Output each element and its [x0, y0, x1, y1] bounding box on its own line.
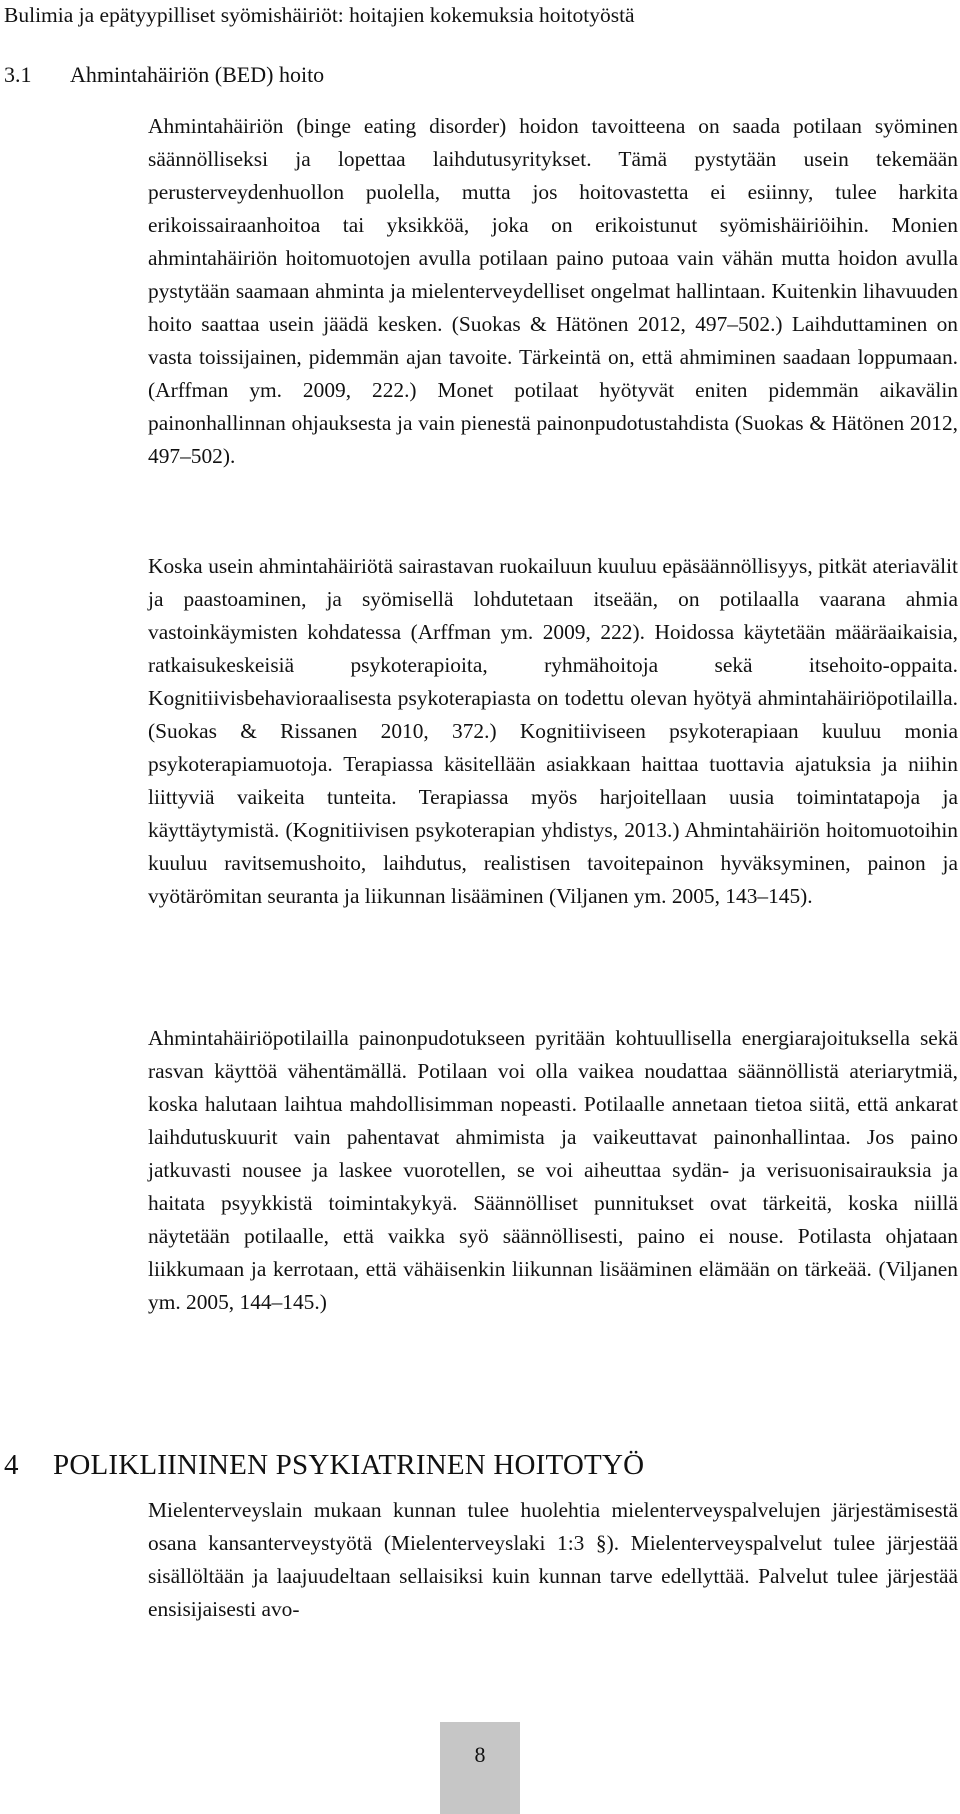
- body-paragraph: Koska usein ahmintahäiriötä sairastavan ruokailuun kuuluu epäsäännöllisyys, pitkät ateriavälit ja paastoaminen, ja syömisellä lohdutetaan itseään, on potilaalla vaarana ahmia vastoinkäymisten kohdatessa (Arffman ym. 2009, 222). Hoidossa käytetään määräaikaisia, ratkaisukeskeisiä psykoterapioita, ryhmähoitoja sekä itsehoito-oppaita. Kognitiivisbehavioraalisesta psykoterapiasta on todettu olevan hyötyä ahmintahäiriöpotilailla. (Suokas & Rissanen 2010, 372.) Kognitiiviseen psykoterapiaan kuuluu monia psykoterapiamuotoja. Terapiassa käsitellään asiakkaan haittaa tuottavia ajatuksia ja niihin liittyviä vaikeita tunteita. Terapiassa myös harjoitellaan uusia toimintatapoja ja käyttäytymistä. (Kognitiivisen psykoterapian yhdistys, 2013.) Ahmintahäiriön hoitomuotoihin kuuluu ravitsemushoito, laihdutus, realistisen tavoitepainon hyväksyminen, painon ja vyötärömitan seuranta ja liikunnan lisääminen (Viljanen ym. 2005, 143–145).: [148, 554, 958, 908]
- running-header: Bulimia ja epätyypilliset syömishäiriöt: hoitajien kokemuksia hoitotyöstä: [4, 3, 635, 27]
- chapter-title: POLIKLIININEN PSYKIATRINEN HOITOTYÖ: [53, 1449, 645, 1481]
- page-number: 8: [474, 1742, 486, 1767]
- section-number: 3.1: [4, 62, 32, 87]
- chapter-number: 4: [4, 1449, 19, 1481]
- section-heading: [4, 60, 324, 90]
- body-paragraph: Ahmintahäiriön (binge eating disorder) hoidon tavoitteena on saada potilaan syöminen säännölliseksi ja lopettaa laihdutusyritykset. Tämä pystytään usein tekemään perusterveydenhuollon puolella, mutta jos hoitovastetta ei esiinny, tulee harkita erikoissairaanhoitoa tai yksikköä, joka on erikoistunut syömishäiriöihin. Monien ahmintahäiriön hoitomuotojen avulla potilaan paino putoaa vain vähän mutta hoidon avulla pystytään saamaan ahminta ja mielenterveydelliset ongelmat hallintaan. Kuitenkin lihavuuden hoito saattaa usein jäädä kesken. (Suokas & Hätönen 2012, 497–502.) Laihduttaminen on vasta toissijainen, pidemmän ajan tavoite. Tärkeintä on, että ahmiminen saadaan loppumaan. (Arffman ym. 2009, 222.) Monet potilaat hyötyvät eniten pidemmän aikavälin painonhallinnan ohjauksesta ja vain pienestä painonpudotustahdista (Suokas & Hätönen 2012, 497–502).: [148, 114, 958, 468]
- body-paragraph: Ahmintahäiriöpotilailla painonpudotukseen pyritään kohtuullisella energiarajoituksella sekä rasvan käyttöä vähentämällä. Potilaan voi olla vaikea noudattaa säännöllistä ateriarytmiä, koska halutaan laihtua mahdollisimman nopeasti. Potilaalle annetaan tietoa siitä, että ankarat laihdutuskuurit vain pahentavat ahmimista ja vaikeuttavat painonhallintaa. Jos paino jatkuvasti nousee ja laskee vuorotellen, se voi aiheuttaa sydän- ja verisuonisairauksia ja haitata psyykkistä toimintakykyä. Säännölliset punnitukset ovat tärkeitä, koska niillä näytetään potilaalle, että vaikka syö säännöllisesti, paino ei nouse. Potilasta ohjataan liikkumaan ja kerrotaan, että vähäisenkin liikunnan lisääminen elämään on tärkeää. (Viljanen ym. 2005, 144–145.): [148, 1026, 958, 1314]
- chapter-paragraph: Mielenterveyslain mukaan kunnan tulee huolehtia mielenterveyspalvelujen järjestämisestä osana kansanterveystyötä (Mielenterveyslaki 1:3 §). Mielenterveyspalvelut tulee järjestää sisällöltään ja laajuudeltaan sellaisiksi kuin kunnan tarve edellyttää. Palvelut tulee järjestää ensisijaisesti avo-: [148, 1498, 958, 1621]
- page-number-box: [440, 1722, 520, 1814]
- section-title: Ahmintahäiriön (BED) hoito: [70, 62, 325, 87]
- chapter-heading: [4, 1447, 644, 1483]
